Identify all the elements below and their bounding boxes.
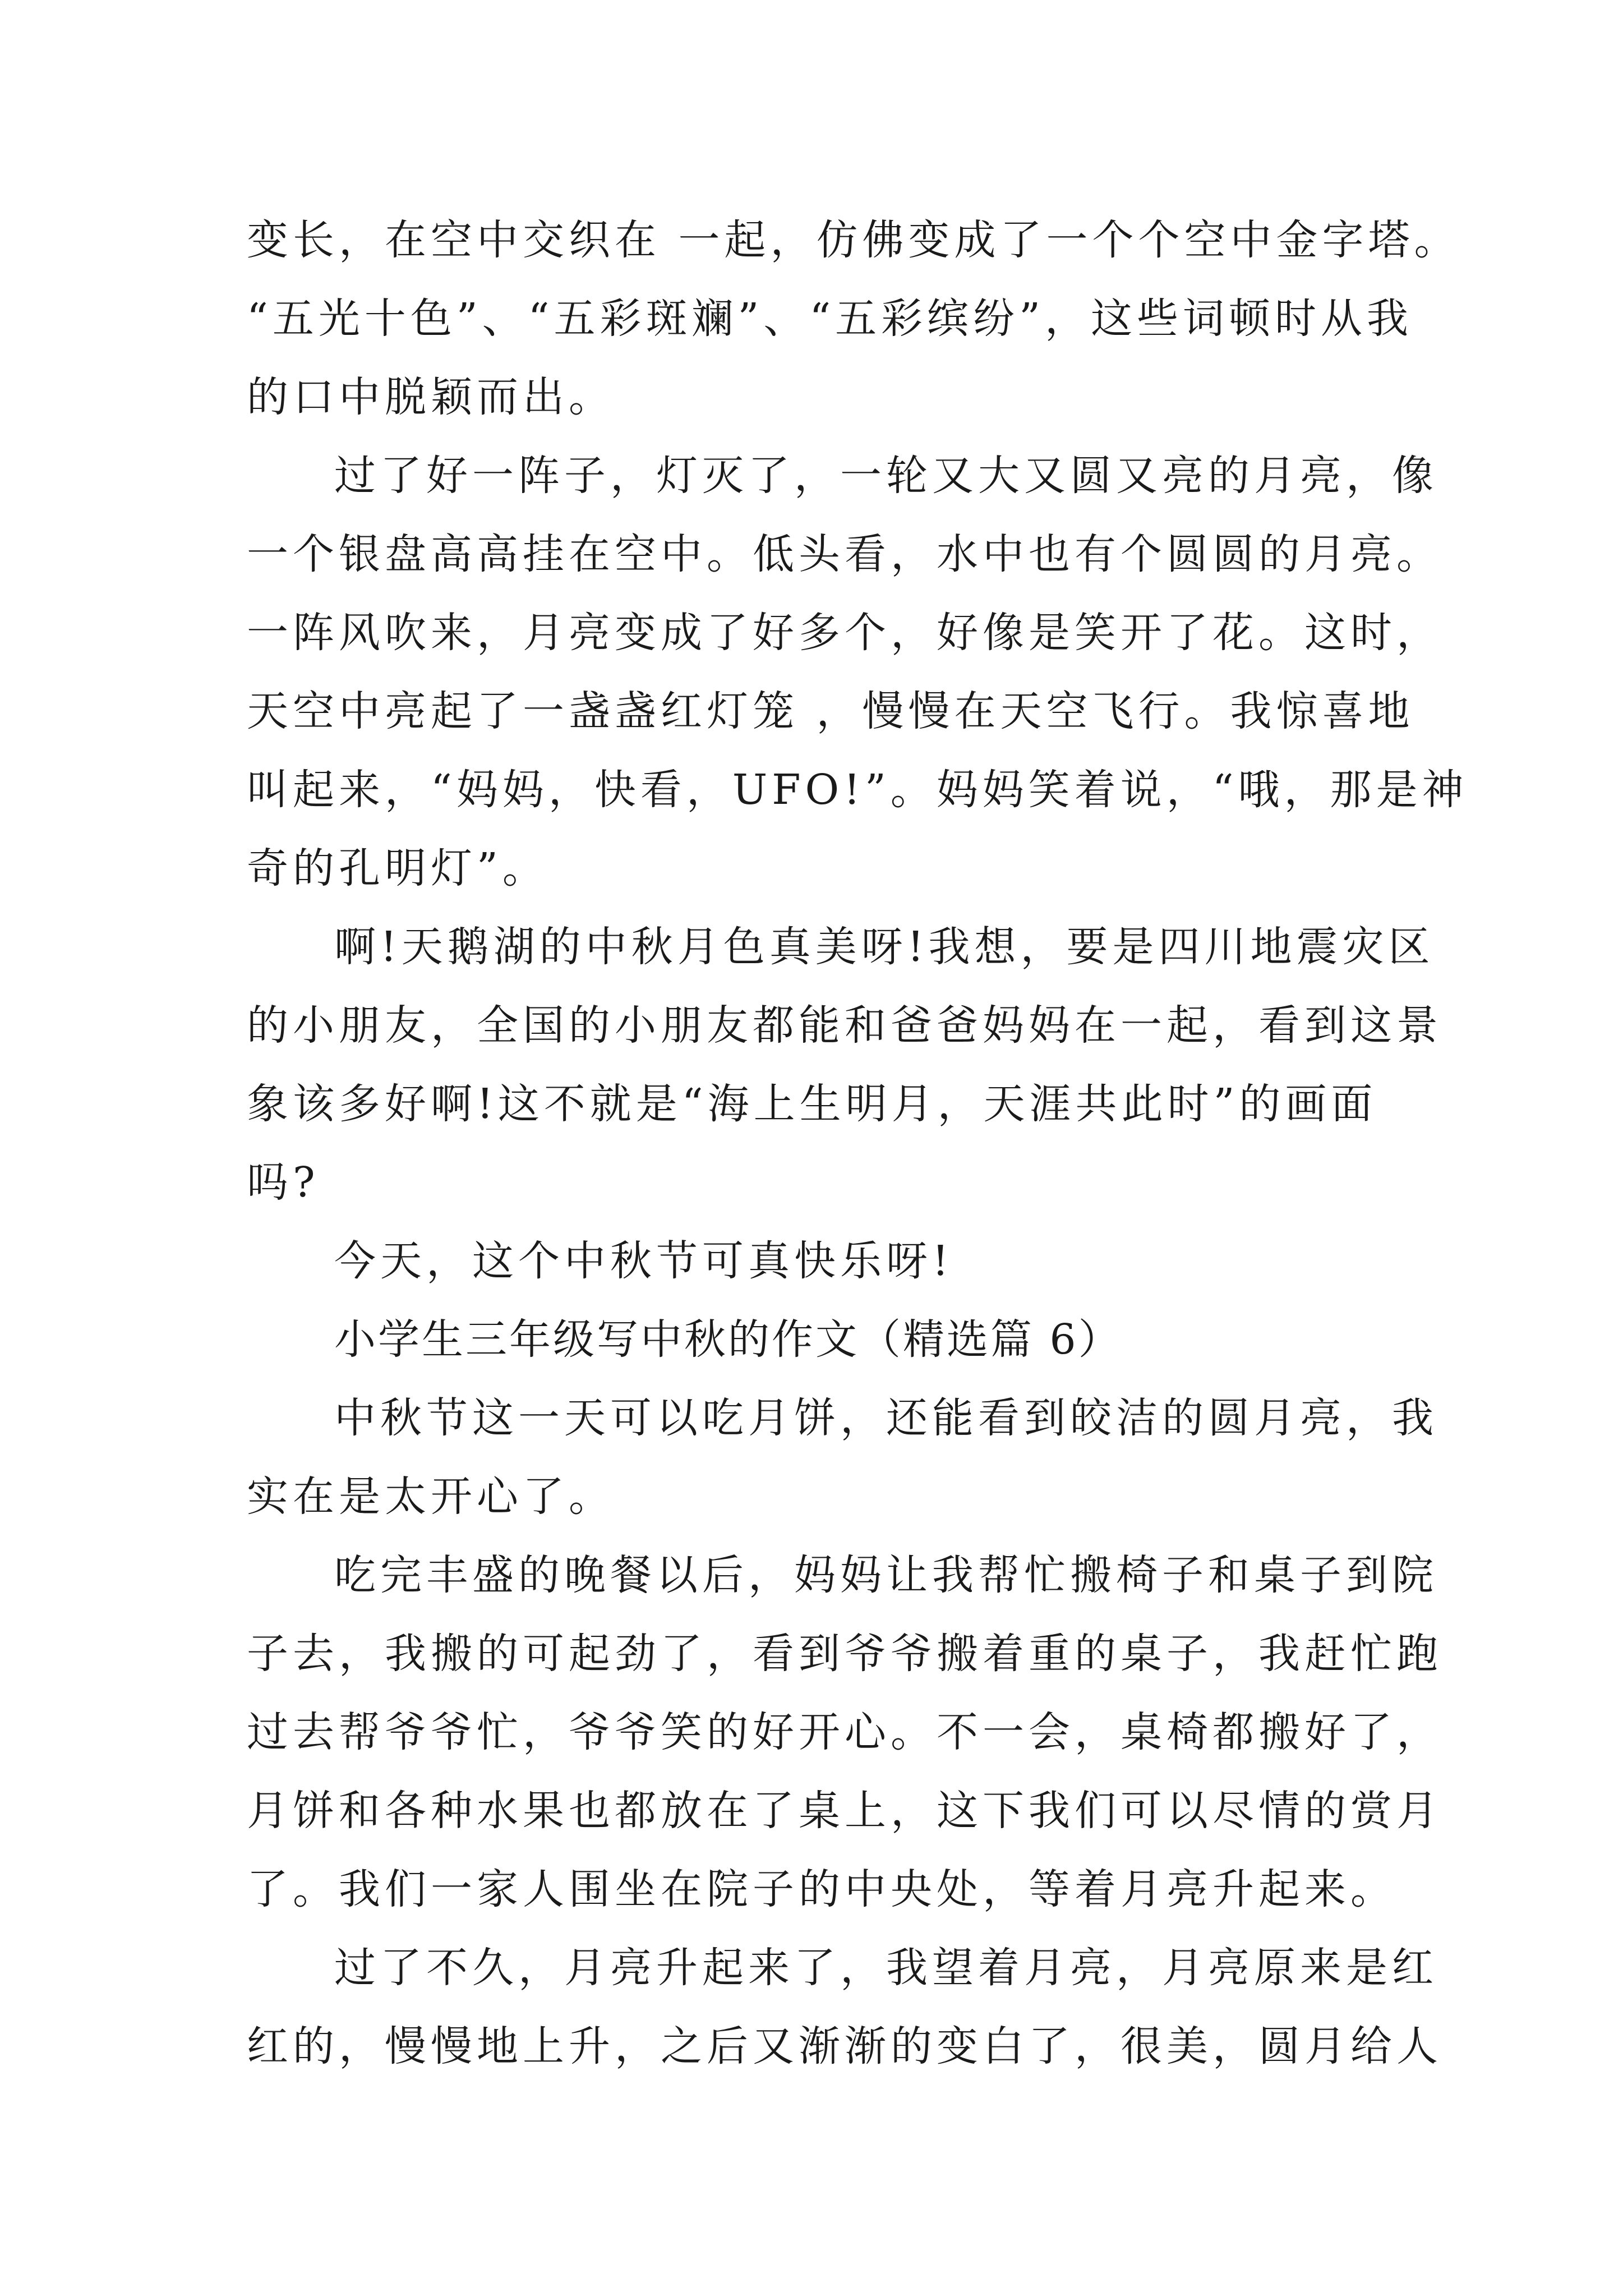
text-line: 一阵风吹来，月亮变成了好多个，好像是笑开了花。这时， bbox=[247, 609, 1442, 657]
text-line: 吃完丰盛的晚餐以后，妈妈让我帮忙搬椅子和桌子到院 bbox=[334, 1551, 1438, 1599]
section-heading: 小学生三年级写中秋的作文（精选篇 6） bbox=[334, 1315, 1122, 1364]
text-line: 奇的孔明灯”。 bbox=[247, 844, 548, 892]
text-line: 啊!天鹅湖的中秋月色真美呀!我想，要是四川地震灾区 bbox=[334, 923, 1435, 971]
body-text bbox=[247, 201, 1492, 2086]
text-line: 过了不久，月亮升起来了，我望着月亮，月亮原来是红 bbox=[334, 1944, 1438, 1992]
text-line: 的口中脱颖而出。 bbox=[247, 373, 615, 421]
text-line: 过去帮爷爷忙，爷爷笑的好开心。不一会，桌椅都搬好了， bbox=[247, 1708, 1442, 1756]
text-line: 天空中亮起了一盏盏红灯笼 ，慢慢在天空飞行。我惊喜地 bbox=[247, 687, 1414, 735]
text-line: 子去，我搬的可起劲了，看到爷爷搬着重的桌子，我赶忙跑 bbox=[247, 1630, 1442, 1678]
text-line: 月饼和各种水果也都放在了桌上，这下我们可以尽情的赏月 bbox=[247, 1787, 1442, 1835]
text-line: 过了好一阵子，灯灭了，一轮又大又圆又亮的月亮，像 bbox=[334, 452, 1438, 500]
text-line: 叫起来，“妈妈，快看，UFO!”。妈妈笑着说，“哦，那是神 bbox=[247, 766, 1468, 814]
text-line: “五光十色”、“五彩斑斓”、“五彩缤纷”，这些词顿时从我 bbox=[247, 295, 1413, 343]
text-line: 变长，在空中交织在 一起，仿佛变成了一个个空中金字塔。 bbox=[247, 216, 1460, 264]
text-line: 中秋节这一天可以吃月饼，还能看到皎洁的圆月亮，我 bbox=[334, 1394, 1438, 1442]
text-line: 实在是太开心了。 bbox=[247, 1473, 615, 1521]
text-line: 了。我们一家人围坐在院子的中央处，等着月亮升起来。 bbox=[247, 1865, 1396, 1913]
text-line: 今天，这个中秋节可真快乐呀! bbox=[334, 1237, 953, 1285]
text-line: 象该多好啊!这不就是“海上生明月，天涯共此时”的画面 bbox=[247, 1080, 1377, 1128]
text-line: 的小朋友，全国的小朋友都能和爸爸妈妈在一起，看到这景 bbox=[247, 1001, 1442, 1050]
text-line: 红的，慢慢地上升，之后又渐渐的变白了，很美，圆月给人 bbox=[247, 2022, 1442, 2070]
text-line: 一个银盘高高挂在空中。低头看，水中也有个圆圆的月亮。 bbox=[247, 530, 1442, 578]
text-line: 吗? bbox=[247, 1158, 320, 1207]
